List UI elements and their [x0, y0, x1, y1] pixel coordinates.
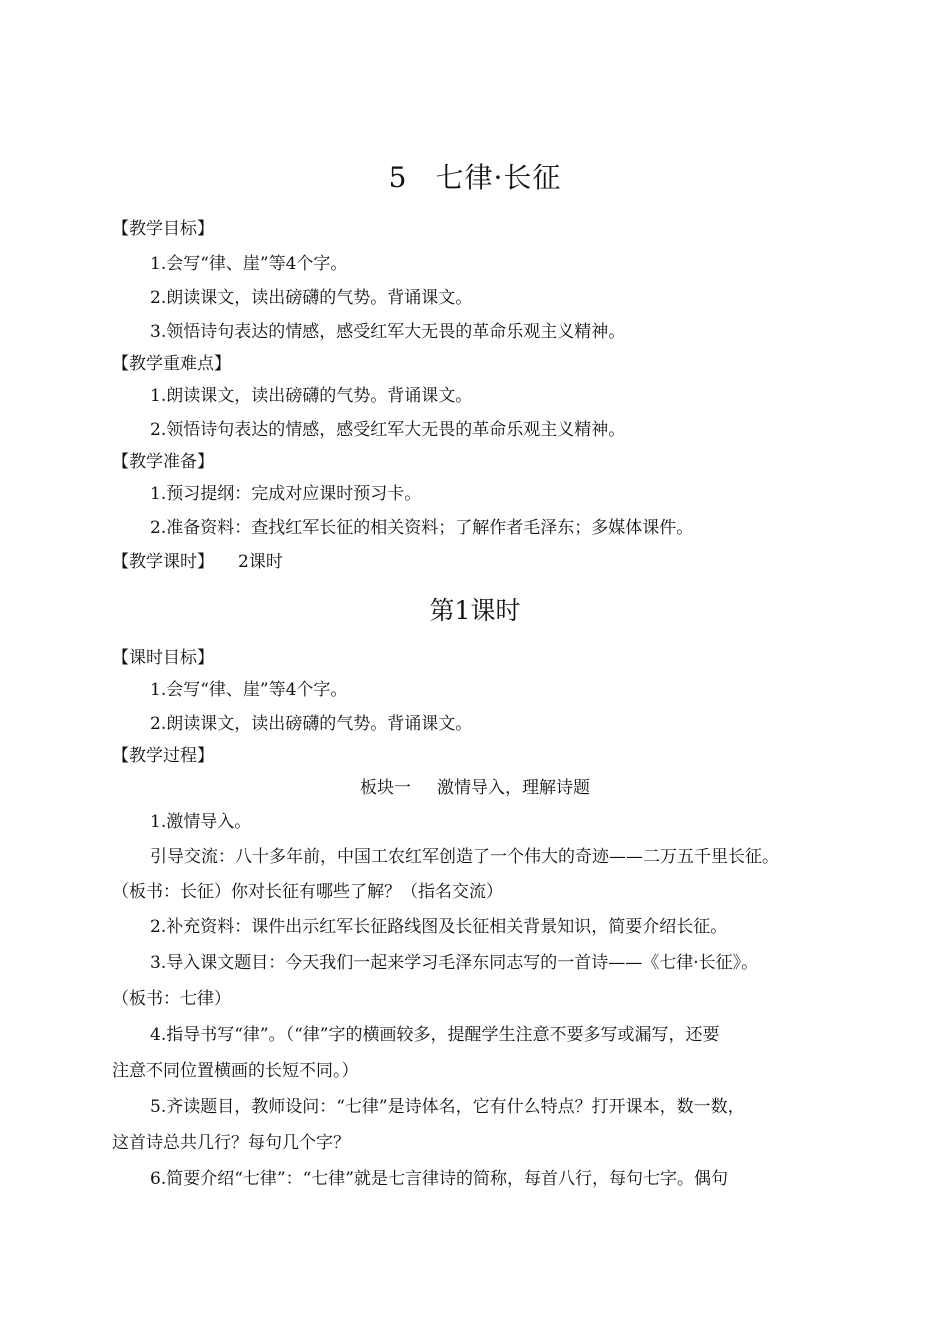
step-line: 5.齐读题目，教师设问：“七律”是诗体名，它有什么特点？打开课本，数一数， — [150, 1097, 745, 1117]
lesson-goal-item: 2.朗读课文，读出磅礴的气势。背诵课文。 — [150, 714, 473, 734]
step-line: （板书：长征）你对长征有哪些了解？（指名交流） — [112, 882, 503, 902]
step-line: 1.激情导入。 — [150, 812, 252, 832]
section-heading-lesson-goals: 【课时目标】 — [112, 648, 214, 668]
page-title — [0, 156, 950, 200]
step-line: （板书：七律） — [112, 989, 231, 1009]
section-heading-process: 【教学过程】 — [112, 746, 214, 766]
block-heading — [0, 771, 950, 805]
step-line: 6.简要介绍“七律”：“七律”就是七言律诗的简称，每首八行，每句七字。偶句 — [150, 1169, 728, 1189]
title-text: 七律·长征 — [435, 161, 562, 194]
title-number: 5 — [388, 161, 408, 194]
preparation-item: 2.准备资料：查找红军长征的相关资料；了解作者毛泽东；多媒体课件。 — [150, 518, 694, 538]
step-line: 2.补充资料：课件出示红军长征路线图及长征相关背景知识，简要介绍长征。 — [150, 917, 728, 937]
preparation-item: 1.预习提纲：完成对应课时预习卡。 — [150, 484, 422, 504]
lesson-title: 第1课时 — [429, 596, 521, 625]
section-heading-preparation: 【教学准备】 — [112, 452, 214, 472]
step-line: 4.指导书写“律”。（“律”字的横画较多，提醒学生注意不要多写或漏写，还要 — [150, 1025, 720, 1045]
section-heading-goals: 【教学目标】 — [112, 219, 214, 239]
lesson-goal-item: 1.会写“律、崖”等4个字。 — [150, 680, 348, 700]
step-line: 注意不同位置横画的长短不同。） — [112, 1061, 359, 1081]
section-heading-key-points: 【教学重难点】 — [112, 354, 231, 374]
key-point-item: 2.领悟诗句表达的情感，感受红军大无畏的革命乐观主义精神。 — [150, 420, 626, 440]
step-line: 这首诗总共几行？每句几个字？ — [112, 1133, 350, 1153]
block-label: 板块一 — [360, 778, 411, 798]
goal-item: 1.会写“律、崖”等4个字。 — [150, 254, 348, 274]
step-line: 引导交流：八十多年前，中国工农红军创造了一个伟大的奇迹——二万五千里长征。 — [150, 847, 779, 867]
step-line: 3.导入课文题目：今天我们一起来学习毛泽东同志写的一首诗——《七律·长征》。 — [150, 953, 759, 973]
block-title: 激情导入，理解诗题 — [437, 778, 590, 798]
section-hours — [112, 545, 283, 579]
goal-item: 3.领悟诗句表达的情感，感受红军大无畏的革命乐观主义精神。 — [150, 322, 626, 342]
section-heading-hours: 【教学课时】 — [112, 552, 214, 572]
key-point-item: 1.朗读课文，读出磅礴的气势。背诵课文。 — [150, 386, 473, 406]
goal-item: 2.朗读课文，读出磅礴的气势。背诵课文。 — [150, 288, 473, 308]
hours-value: 2课时 — [238, 552, 283, 572]
